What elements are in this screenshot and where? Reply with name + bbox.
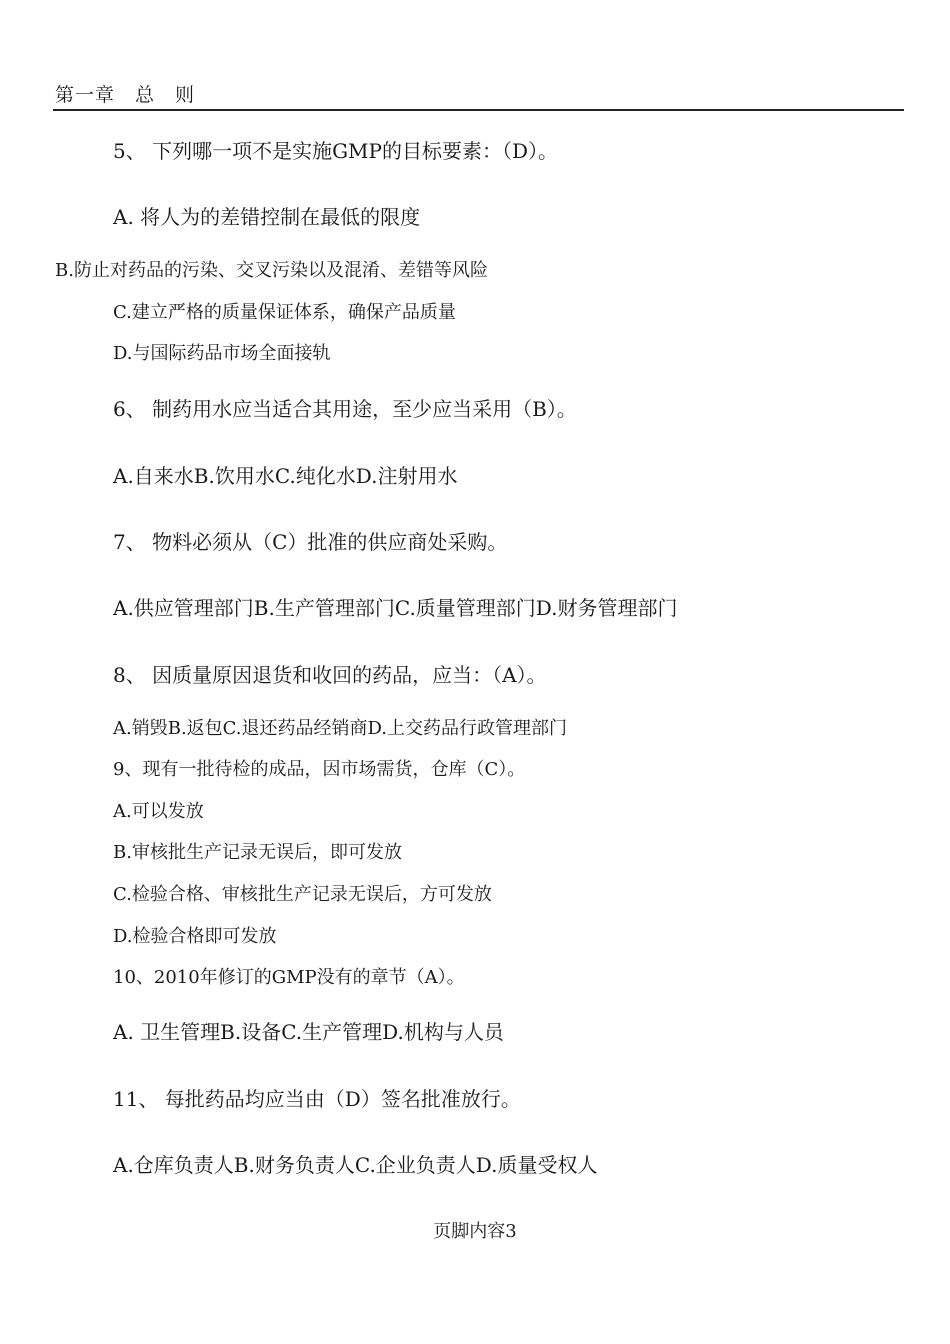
- header-divider: [53, 109, 904, 111]
- q5-option-b: B.防止对药品的污染、交叉污染以及混淆、差错等风险: [55, 260, 488, 281]
- question-10: 10、2010年修订的GMP没有的章节（A）。: [113, 967, 465, 988]
- question-8: 8、 因质量原因退货和收回的药品，应当：（A）。: [113, 663, 547, 687]
- q5-option-d: D.与国际药品市场全面接轨: [113, 343, 331, 364]
- question-5: 5、 下列哪一项不是实施GMP的目标要素：（D）。: [113, 139, 559, 163]
- q5-option-a: A. 将人为的差错控制在最低的限度: [113, 205, 421, 229]
- page-footer: 页脚内容3: [433, 1221, 517, 1242]
- q11-options: A.仓库负责人B.财务负责人C.企业负责人D.质量受权人: [113, 1153, 598, 1177]
- q8-options: A.销毁B.返包C.退还药品经销商D.上交药品行政管理部门: [113, 718, 568, 739]
- q9-option-b: B.审核批生产记录无误后，即可发放: [113, 842, 402, 863]
- q9-option-c: C.检验合格、审核批生产记录无误后，方可发放: [113, 884, 492, 905]
- q7-options: A.供应管理部门B.生产管理部门C.质量管理部门D.财务管理部门: [113, 596, 678, 620]
- page-header-title: 第一章 总 则: [55, 84, 196, 106]
- q6-options: A.自来水B.饮用水C.纯化水D.注射用水: [113, 464, 458, 488]
- question-7: 7、 物料必须从（C）批准的供应商处采购。: [113, 530, 508, 554]
- q9-option-a: A.可以发放: [113, 801, 204, 822]
- question-11: 11、 每批药品均应当由（D）签名批准放行。: [113, 1087, 521, 1111]
- question-6: 6、 制药用水应当适合其用途，至少应当采用（B）。: [113, 397, 577, 421]
- q5-option-c: C.建立严格的质量保证体系，确保产品质量: [113, 302, 456, 323]
- question-9: 9、现有一批待检的成品，因市场需货，仓库（C）。: [113, 759, 526, 780]
- q10-options: A. 卫生管理B.设备C.生产管理D.机构与人员: [113, 1020, 504, 1044]
- q9-option-d: D.检验合格即可发放: [113, 926, 277, 947]
